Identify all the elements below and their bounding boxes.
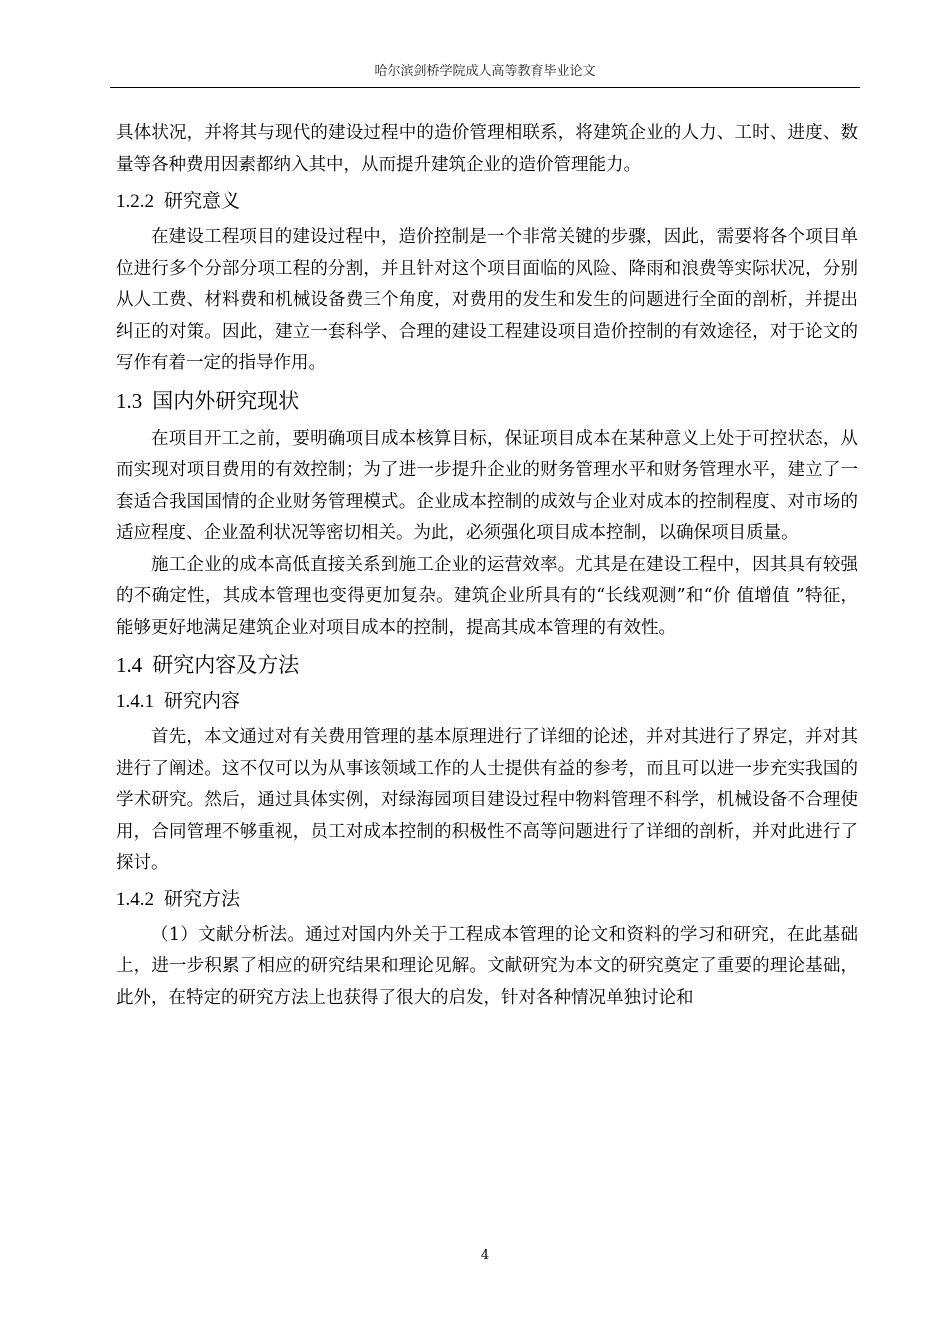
- paragraph: 首先，本文通过对有关费用管理的基本原理进行了详细的论述，并对其进行了界定，并对其进行了阐述。这不仅可以为从事该领域工作的人士提供有益的参考，而且可以进一步充实我国的学术研究。然后，通过具体实例，对绿海园项目建设过程中物料管理不科学，机械设备不合理使用，合同管理不够重视，员工对成本控制的积极性不高等问题进行了详细的剖析，并对此进行了探讨。: [116, 727, 858, 873]
- heading-number: 1.2.2: [116, 191, 154, 212]
- heading-text: 研究内容及方法: [152, 653, 300, 677]
- paragraph: （1）文献分析法。通过对国内外关于工程成本管理的论文和资料的学习和研究，在此基础上，进一步积累了相应的研究结果和理论见解。文献研究为本文的研究奠定了重要的理论基础，此外，在特定的研究方法上也获得了很大的启发，针对各种情况单独讨论和: [116, 924, 858, 1008]
- body-content: [116, 118, 858, 1014]
- page-number: 4: [480, 1248, 490, 1263]
- heading-1-2-2: [116, 187, 858, 216]
- heading-text: 国内外研究现状: [152, 388, 300, 413]
- heading-number: 1.4.1: [116, 691, 154, 712]
- heading-number: 1.4.2: [116, 888, 154, 910]
- heading-1-3: [116, 386, 858, 416]
- paragraph-continuation: 具体状况，并将其与现代的建设过程中的造价管理相联系，将建筑企业的人力、工时、进度、数量等各种费用因素都纳入其中，从而提升建筑企业的造价管理能力。: [116, 123, 858, 175]
- heading-text: 研究意义: [164, 190, 241, 212]
- heading-1-4-2: [116, 885, 858, 914]
- heading-1-4-1: [116, 687, 858, 716]
- heading-number: 1.3: [116, 388, 143, 413]
- heading-text: 研究方法: [164, 887, 241, 910]
- heading-text: 研究内容: [164, 690, 241, 712]
- running-header: 哈尔滨剑桥学院成人高等教育毕业论文: [374, 64, 596, 79]
- heading-1-4: [116, 650, 858, 680]
- paragraph: 在建设工程项目的建设过程中，造价控制是一个非常关键的步骤，因此，需要将各个项目单位进行多个分部分项工程的分割，并且针对这个项目面临的风险、降雨和浪费等实际状况，分别从人工费、材料费和机械设备费三个角度，对费用的发生和发生的问题进行全面的剖析，并提出纠正的对策。因此，建立一套科学、合理的建设工程建设项目造价控制的有效途径，对于论文的写作有着一定的指导作用。: [116, 227, 858, 373]
- heading-number: 1.4: [116, 653, 143, 677]
- paragraph: 在项目开工之前，要明确项目成本核算目标，保证项目成本在某种意义上处于可控状态，从而实现对项目费用的有效控制；为了进一步提升企业的财务管理水平和财务管理水平，建立了一套适合我国国情的企业财务管理模式。企业成本控制的成效与企业对成本的控制程度、对市场的适应程度、企业盈利状况等密切相关。为此，必须强化项目成本控制，以确保项目质量。: [116, 428, 858, 543]
- header-rule: [110, 87, 860, 88]
- paragraph: 施工企业的成本高低直接关系到施工企业的运营效率。尤其是在建设工程中，因其具有较强的不确定性，其成本管理也变得更加复杂。建筑企业所具有的“长线观测”和“价 值增值 ”特征，能够更好地满足建筑企业对项目成本的控制，提高其成本管理的有效性。: [116, 554, 858, 638]
